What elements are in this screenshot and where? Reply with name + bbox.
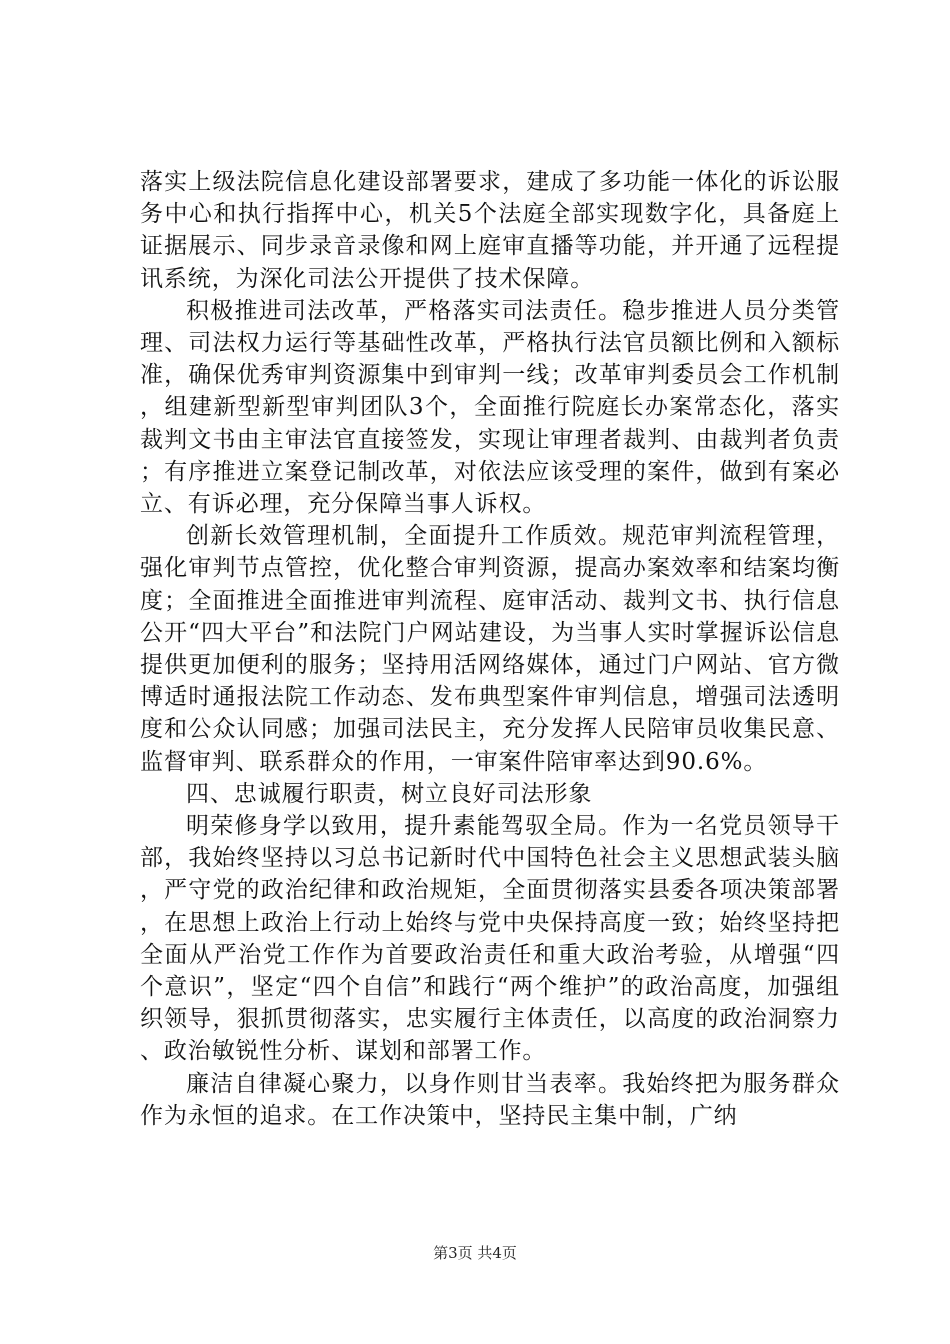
paragraph-integrity: 廉洁自律凝心聚力，以身作则甘当表率。我始终把为服务群众作为永恒的追求。在工作决策中，坚持民主集中制，广纳 [140,1070,840,1129]
page-number-footer: 第3页 共4页 [433,1244,517,1262]
section-heading: 四、忠诚履行职责，树立良好司法形象 [186,780,593,807]
paragraph-judicial-reform: 积极推进司法改革，严格落实司法责任。稳步推进人员分类管理、司法权力运行等基础性改革，严格执行法官员额比例和入额标准，确保优秀审判资源集中到审判一线；改革审判委员会工作机制，组建新型新型审判团队3个，全面推行院庭长办案常态化，落实裁判文书由主审法官直接签发，实现让审理者裁判、由裁判者负责；有序推进立案登记制改革，对依法应该受理的案件，做到有案必立、有诉必理，充分保障当事人诉权。 [140,297,840,518]
paragraph-management-mechanism: 创新长效管理机制，全面提升工作质效。规范审判流程管理，强化审判节点管控，优化整合审判资源，提高办案效率和结案均衡度；全面推进全面推进审判流程、庭审活动、裁判文书、执行信息公开“四大平台”和法院门户网站建设，为当事人实时掌握诉讼信息提供更加便利的服务；坚持用活网络媒体，通过门户网站、官方微博适时通报法院工作动态、发布典型案件审判信息，增强司法透明度和公众认同感；加强司法民主，充分发挥人民陪审员收集民意、监督审判、联系群众的作用，一审案件陪审率达到90.6%。 [140,523,840,775]
paragraph-continuation: 落实上级法院信息化建设部署要求，建成了多功能一体化的诉讼服务中心和执行指挥中心，机关5个法庭全部实现数字化，具备庭上证据展示、同步录音录像和网上庭审直播等功能，并开通了远程提讯系统，为深化司法公开提供了技术保障。 [140,169,840,292]
document-body [140,166,840,1132]
paragraph-self-cultivation: 明荣修身学以致用，提升素能驾驭全局。作为一名党员领导干部，我始终坚持以习总书记新时代中国特色社会主义思想武装头脑，严守党的政治纪律和政治规矩，全面贯彻落实县委各项决策部署，在思想上政治上行动上始终与党中央保持高度一致；始终坚持把全面从严治党工作作为首要政治责任和重大政治考验，从增强“四个意识”，坚定“四个自信”和践行“两个维护”的政治高度，加强组织领导，狠抓贯彻落实，忠实履行主体责任，以高度的政治洞察力、政治敏锐性分析、谋划和部署工作。 [140,813,840,1065]
